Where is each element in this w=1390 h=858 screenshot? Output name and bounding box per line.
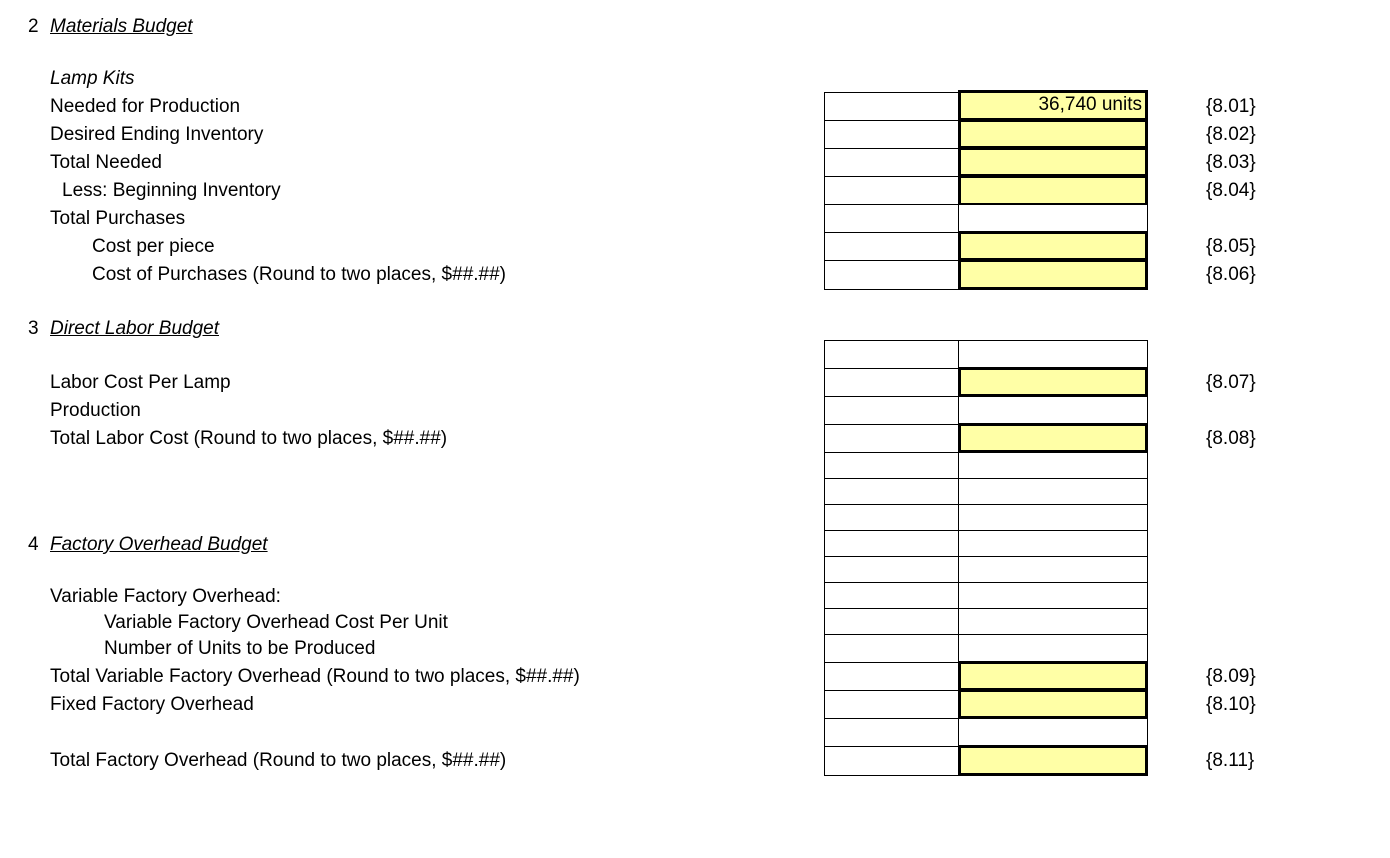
row-label-cost-of-purchases: Cost of Purchases (Round to two places, $##.##) xyxy=(92,264,507,285)
cell-a-blank-2[interactable] xyxy=(824,478,959,505)
cell-b-overhead-header[interactable] xyxy=(958,530,1148,557)
cell-a-8-06[interactable] xyxy=(824,260,959,290)
section-title-materials: Materials Budget xyxy=(50,16,193,37)
cell-a-variable-overhead[interactable] xyxy=(824,582,959,609)
answer-cell-8-08[interactable] xyxy=(958,423,1148,453)
ref-code-8-02: {8.02} xyxy=(1206,124,1256,145)
cell-a-overhead-header[interactable] xyxy=(824,530,959,557)
cell-b-blank-2[interactable] xyxy=(958,478,1148,505)
answer-cell-8-05[interactable] xyxy=(958,231,1148,261)
cell-a-labor-header[interactable] xyxy=(824,340,959,369)
ref-code-8-11: {8.11} xyxy=(1206,750,1255,771)
cell-b-blank-3[interactable] xyxy=(958,504,1148,531)
row-label-fixed-factory-overhead: Fixed Factory Overhead xyxy=(50,694,254,715)
cell-a-blank-1[interactable] xyxy=(824,452,959,479)
ref-code-8-05: {8.05} xyxy=(1206,236,1256,257)
cell-b-blank-4[interactable] xyxy=(958,556,1148,583)
answer-cell-8-09[interactable] xyxy=(958,661,1148,691)
cell-a-blank-3[interactable] xyxy=(824,504,959,531)
answer-cell-8-10[interactable] xyxy=(958,689,1148,719)
cell-b-labor-header[interactable] xyxy=(958,340,1148,369)
cell-a-units-produced[interactable] xyxy=(824,634,959,663)
section-subtitle-lamp-kits: Lamp Kits xyxy=(50,68,135,89)
row-label-variable-factory-overhead: Variable Factory Overhead: xyxy=(50,586,281,607)
cell-b-units-produced[interactable] xyxy=(958,634,1148,663)
answer-cell-8-02[interactable] xyxy=(958,119,1148,149)
cell-a-8-10[interactable] xyxy=(824,690,959,719)
ref-code-8-04: {8.04} xyxy=(1206,180,1256,201)
ref-code-8-09: {8.09} xyxy=(1206,666,1256,687)
cell-b-production[interactable] xyxy=(958,396,1148,425)
ref-code-8-10: {8.10} xyxy=(1206,694,1256,715)
cell-a-8-01[interactable] xyxy=(824,92,959,121)
cell-b-variable-overhead[interactable] xyxy=(958,582,1148,609)
cell-a-8-11[interactable] xyxy=(824,746,959,776)
answer-cell-8-11[interactable] xyxy=(958,745,1148,776)
cell-a-cost-per-unit[interactable] xyxy=(824,608,959,635)
row-label-production: Production xyxy=(50,400,141,421)
cell-a-8-05[interactable] xyxy=(824,232,959,261)
cell-a-8-04[interactable] xyxy=(824,176,959,205)
section-number-labor: 3 xyxy=(28,318,39,339)
ref-code-8-03: {8.03} xyxy=(1206,152,1256,173)
section-number-materials: 2 xyxy=(28,16,39,37)
section-title-labor: Direct Labor Budget xyxy=(50,318,219,339)
row-label-number-of-units: Number of Units to be Produced xyxy=(104,638,376,659)
cell-b-cost-per-unit[interactable] xyxy=(958,608,1148,635)
row-label-total-labor-cost: Total Labor Cost (Round to two places, $##.##) xyxy=(50,428,448,449)
row-label-total-purchases: Total Purchases xyxy=(50,208,186,229)
cell-value-needed-for-production: 36,740 units xyxy=(1038,94,1142,115)
ref-code-8-01: {8.01} xyxy=(1206,96,1256,117)
row-label-labor-cost-per-lamp: Labor Cost Per Lamp xyxy=(50,372,231,393)
row-label-desired-ending-inventory: Desired Ending Inventory xyxy=(50,124,264,145)
answer-cell-8-06[interactable] xyxy=(958,259,1148,290)
cell-a-blank-4[interactable] xyxy=(824,556,959,583)
cell-b-total-purchases[interactable] xyxy=(958,204,1148,233)
row-label-less-beginning-inventory: Less: Beginning Inventory xyxy=(62,180,281,201)
section-number-overhead: 4 xyxy=(28,534,39,555)
cell-b-blank-5[interactable] xyxy=(958,718,1148,747)
row-label-total-variable-overhead: Total Variable Factory Overhead (Round to two places, $##.##) xyxy=(50,666,580,687)
section-title-overhead: Factory Overhead Budget xyxy=(50,534,268,555)
answer-cell-8-04[interactable] xyxy=(958,175,1148,206)
answer-cell-8-03[interactable] xyxy=(958,147,1148,177)
cell-a-total-purchases[interactable] xyxy=(824,204,959,233)
row-label-total-factory-overhead: Total Factory Overhead (Round to two places, $##.##) xyxy=(50,750,507,771)
ref-code-8-07: {8.07} xyxy=(1206,372,1256,393)
row-label-total-needed: Total Needed xyxy=(50,152,162,173)
ref-code-8-08: {8.08} xyxy=(1206,428,1256,449)
cell-a-blank-5[interactable] xyxy=(824,718,959,747)
cell-b-blank-1[interactable] xyxy=(958,452,1148,479)
cell-a-8-07[interactable] xyxy=(824,368,959,397)
answer-cell-8-07[interactable] xyxy=(958,367,1148,397)
row-label-cost-per-piece: Cost per piece xyxy=(92,236,215,257)
cell-a-8-08[interactable] xyxy=(824,424,959,453)
cell-a-8-03[interactable] xyxy=(824,148,959,177)
row-label-needed-for-production: Needed for Production xyxy=(50,96,241,117)
cell-a-production[interactable] xyxy=(824,396,959,425)
cell-a-8-09[interactable] xyxy=(824,662,959,691)
ref-code-8-06: {8.06} xyxy=(1206,264,1256,285)
cell-a-8-02[interactable] xyxy=(824,120,959,149)
answer-cell-8-01[interactable] xyxy=(958,90,1148,121)
row-label-variable-overhead-cost-per-unit: Variable Factory Overhead Cost Per Unit xyxy=(104,612,448,633)
